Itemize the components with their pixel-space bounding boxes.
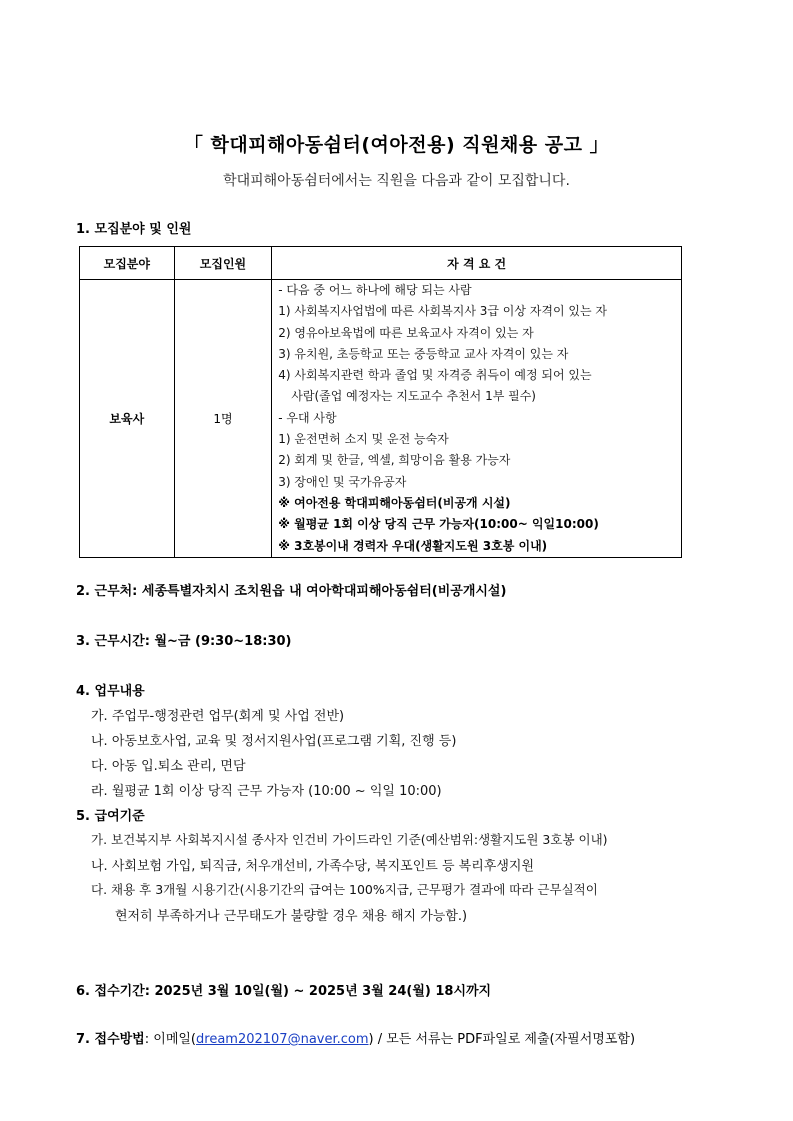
header-count: 모집인원: [174, 247, 272, 280]
preference-heading: - 우대 사항: [278, 410, 337, 425]
salary-item: 다. 채용 후 3개월 시용기간(시용기간의 급여는 100%지급, 근무평가 결과에 따라 근무실적이: [91, 882, 598, 897]
notice-title: 「 학대피해아동쉼터(여아전용) 직원채용 공고 」: [183, 134, 610, 156]
duty-item: 다. 아동 입.퇴소 관리, 면담: [91, 759, 246, 774]
note-line: ※ 월평균 1회 이상 당직 근무 가능자(10:00~ 익일10:00): [278, 517, 599, 532]
section-recruitment-heading: 1. 모집분야 및 인원: [76, 222, 192, 237]
header-field: 모집분야: [80, 247, 175, 280]
duty-item: 나. 아동보호사업, 교육 및 정서지원사업(프로그램 기획, 진행 등): [91, 734, 457, 749]
section-hours: 3. 근무시간: 월~금 (9:30~18:30): [76, 634, 292, 649]
note-line: ※ 3호봉이내 경력자 우대(생활지도원 3호봉 이내): [278, 538, 548, 553]
requirement-line: 4) 사회복지관련 학과 졸업 및 자격증 취득이 예정 되어 있는: [278, 368, 592, 383]
duty-item: 가. 주업무-행정관련 업무(회계 및 사업 전반): [91, 709, 345, 724]
section-duties-heading: 4. 업무내용: [76, 684, 145, 699]
section-period: 6. 접수기간: 2025년 3월 10일(월) ~ 2025년 3월 24(월) 18시까지: [76, 984, 492, 999]
salary-item: 가. 보건복지부 사회복지시설 종사자 인건비 가이드라인 기준(예산범위:생활지도원 3호봉 이내): [91, 832, 608, 847]
requirement-line: 1) 사회복지사업법에 따른 사회복지사 3급 이상 자격이 있는 자: [278, 304, 607, 319]
salary-item-continued: 현저히 부족하거나 근무태도가 불량할 경우 채용 해지 가능함.): [115, 909, 468, 924]
note-line: ※ 여아전용 학대피해아동쉼터(비공개 시설): [278, 495, 511, 510]
intro-text: 학대피해아동쉼터에서는 직원을 다음과 같이 모집합니다.: [223, 173, 570, 189]
requirement-line: 사람(졸업 예정자는 지도교수 추천서 1부 필수): [291, 389, 536, 404]
recruitment-table: [79, 246, 682, 558]
requirement-line: 3) 유치원, 초등학교 또는 중등학교 교사 자격이 있는 자: [278, 346, 569, 361]
preference-line: 2) 회계 및 한글, 엑셀, 희망이음 활용 가능자: [278, 453, 511, 468]
email-link[interactable]: dream202107@naver.com: [196, 1032, 369, 1047]
section-method: [76, 1028, 635, 1047]
preference-line: 1) 운전면허 소지 및 운전 능숙자: [278, 432, 449, 447]
section-salary-heading: 5. 급여기준: [76, 809, 145, 824]
duty-item: 라. 월평균 1회 이상 당직 근무 가능자 (10:00 ~ 익일 10:00): [91, 784, 442, 799]
method-label: 7. 접수방법: [76, 1032, 145, 1047]
field-cell: 보육사: [80, 280, 175, 558]
method-pre: : 이메일(: [144, 1032, 197, 1047]
salary-item: 나. 사회보험 가입, 퇴직금, 처우개선비, 가족수당, 복지포인트 등 복리후생지원: [91, 859, 535, 874]
method-post: ) / 모든 서류는 PDF파일로 제출(자필서명포함): [368, 1032, 636, 1047]
section-workplace: 2. 근무처: 세종특별자치시 조치원읍 내 여아학대피해아동쉼터(비공개시설): [76, 584, 507, 599]
requirement-line: - 다음 중 어느 하나에 해당 되는 사람: [278, 283, 472, 297]
preference-line: 3) 장애인 및 국가유공자: [278, 474, 407, 489]
table-header-row: [80, 247, 682, 280]
requirements-cell: [272, 280, 682, 558]
header-requirements: 자 격 요 건: [272, 247, 682, 280]
requirement-line: 2) 영유아보육법에 따른 보육교사 자격이 있는 자: [278, 325, 534, 340]
table-row: [80, 280, 682, 558]
count-cell: 1명: [174, 280, 272, 558]
